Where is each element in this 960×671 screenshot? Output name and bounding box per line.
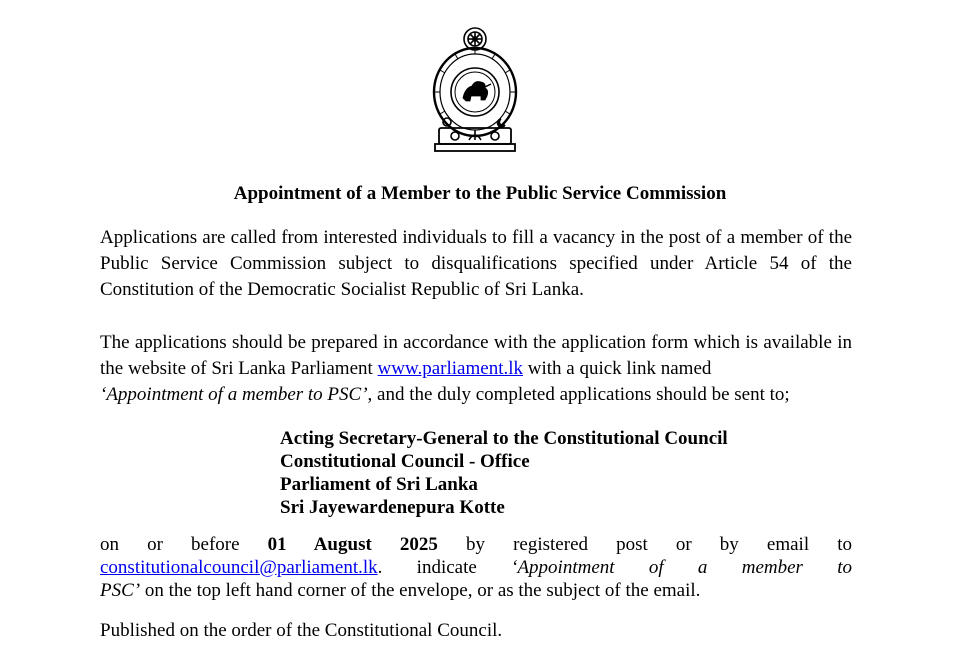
published-note: Published on the order of the Constitutional Council. (100, 620, 503, 641)
address-line-1: Acting Secretary-General to the Constitutional Council (280, 428, 728, 449)
page-title: Appointment of a Member to the Public Service Commission (233, 183, 727, 204)
indicate-text: . indicate (377, 557, 512, 578)
envelope-instructions: on the top left hand corner of the envelope, or as the subject of the email. (140, 580, 701, 601)
address-line-3: Parliament of Sri Lanka (280, 474, 478, 495)
subject-label-tail: PSC’ (100, 580, 141, 601)
intro-paragraph: Applications are called from interested individuals to fill a vacancy in the post of a member of the Public Service Commission subject to disqualifications specified under Article 54 of the Constitution of the Democratic Socialist Republic of Sri Lanka. (100, 227, 852, 300)
instructions-text: The applications should be prepared in accordance with the application form which is available in the website of Sri Lanka Parliament (100, 332, 852, 379)
instructions-text-continued: with a quick link named (523, 358, 712, 379)
email-line (100, 556, 852, 579)
deadline-line (100, 533, 852, 556)
address-line-2: Constitutional Council - Office (280, 451, 530, 472)
council-email-link[interactable]: constitutionalcouncil@parliament.lk (100, 557, 378, 578)
deadline-paragraph (100, 533, 852, 602)
deadline-date: 01 August 2025 (267, 534, 438, 555)
sri-lanka-emblem-icon (425, 22, 525, 154)
mailing-address (280, 427, 728, 519)
address-line-4: Sri Jayewardenepura Kotte (280, 497, 505, 518)
subject-label: ‘Appointment of a member to (511, 557, 853, 578)
instructions-text-end: , and the duly completed applications should be sent to; (367, 384, 790, 405)
deadline-text: on or before (100, 534, 268, 555)
application-instructions-paragraph (100, 330, 852, 408)
quick-link-name: ‘Appointment of a member to PSC’ (100, 384, 368, 405)
parliament-website-link[interactable]: www.parliament.lk (377, 358, 523, 379)
submission-method-text: by registered post or by email to (437, 534, 852, 555)
